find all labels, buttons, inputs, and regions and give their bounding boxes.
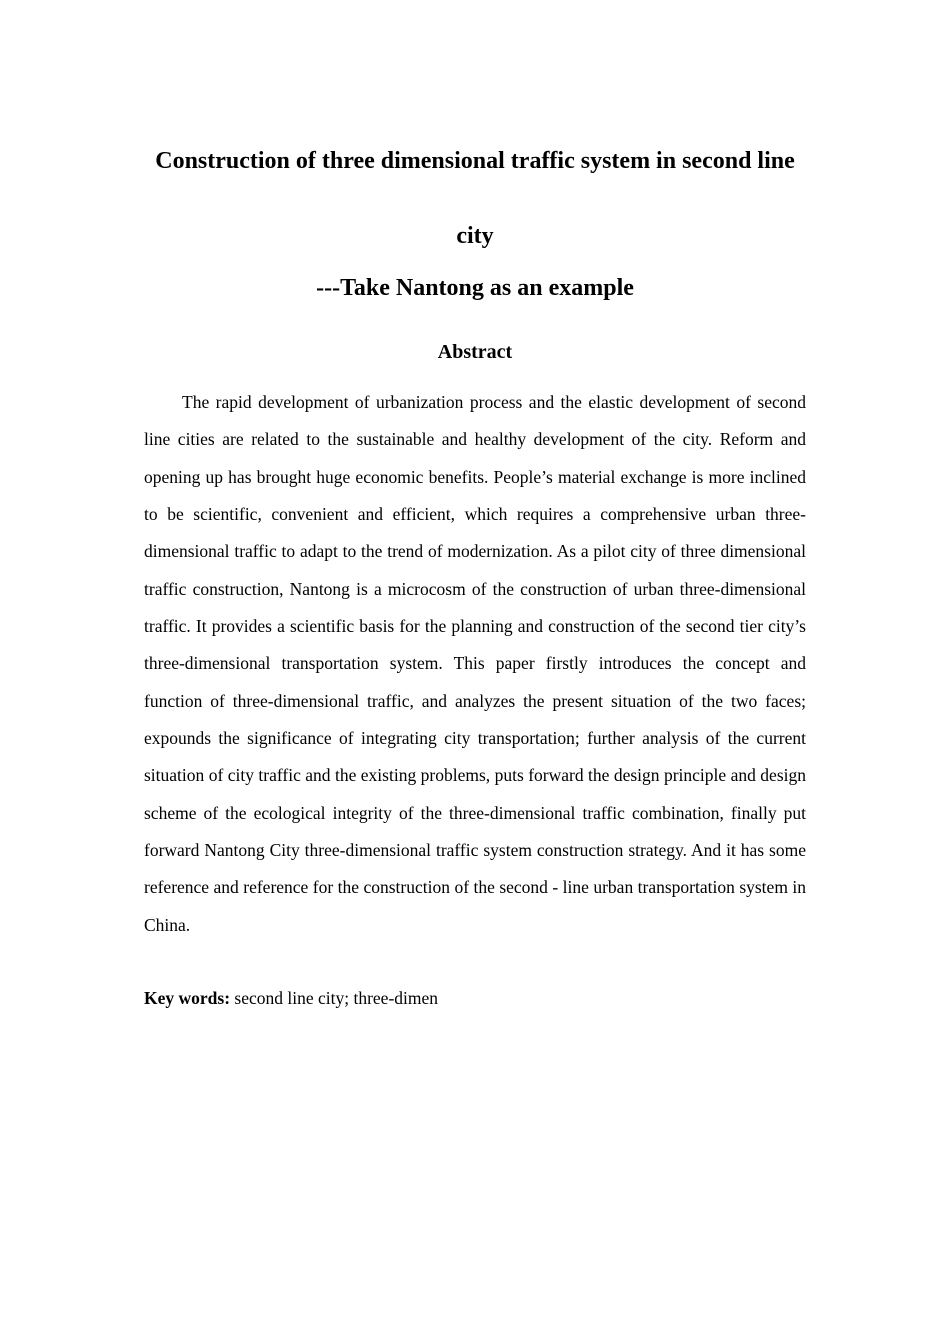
keywords-value: second line city; three-dimen	[230, 988, 439, 1008]
paper-title: Construction of three dimensional traffic system in second line city	[155, 148, 795, 249]
abstract-paragraph: The rapid development of urbanization process and the elastic development of second line cities are related to the sustainable and healthy development of the city. Reform and opening up has brought huge economic benefits. People’s material exchange is more inclined to be scientific, convenient and efficient, which requires a comprehensive urban three-dimensional traffic to adapt to the trend of modernization. As a pilot city of three dimensional traffic construction, Nantong is a microcosm of the construction of urban three-dimensional traffic. It provides a scientific basis for the planning and construction of the second tier city’s three-dimensional transportation system. This paper firstly introduces the concept and function of three-dimensional traffic, and analyzes the present situation of the two faces; expounds the significance of integrating city transportation; further analysis of the current situation of city traffic and the existing problems, puts forward the design principle and design scheme of the ecological integrity of the three-dimensional traffic combination, finally put forward Nantong City three-dimensional traffic system construction strategy. And it has some reference and reference for the construction of the second - line urban transportation system in China.	[144, 392, 806, 935]
abstract-heading: Abstract	[437, 341, 513, 363]
keywords-line	[144, 982, 806, 1014]
keywords-label: Key words:	[144, 988, 231, 1008]
paper-subtitle: ---Take Nantong as an example	[316, 275, 634, 301]
